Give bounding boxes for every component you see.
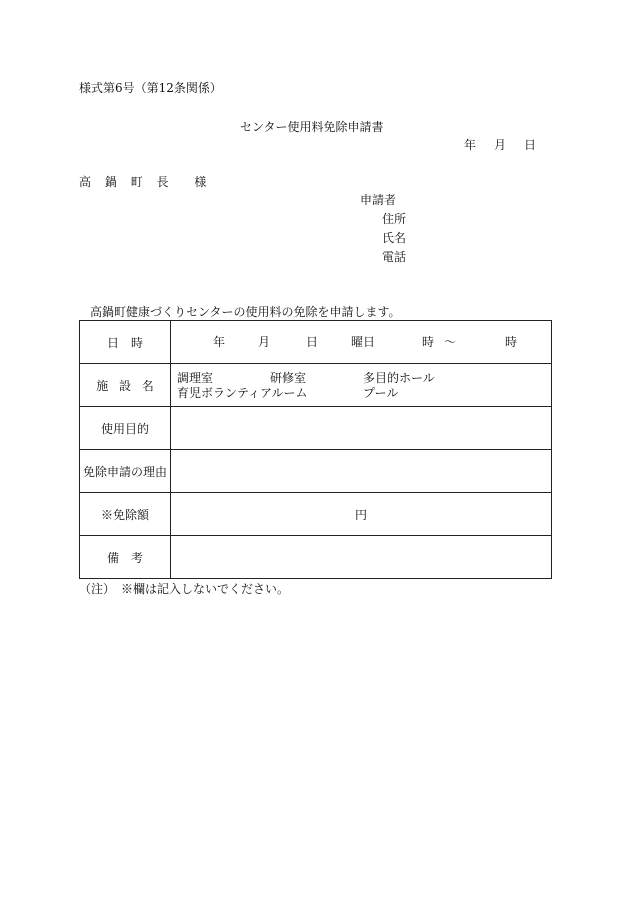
label-reason: 免除申請の理由 [80, 450, 171, 493]
applicant-phone-label: 電話 [382, 250, 407, 264]
dt-day: 日 [306, 335, 319, 349]
addressee [79, 175, 206, 189]
label-remarks: 備 考 [80, 536, 171, 579]
room-cooking: 調理室 [177, 371, 214, 385]
addressee-honorific: 様 [194, 175, 207, 189]
footnote: （注） ※欄は記入しないでください。 [79, 582, 290, 596]
field-amount[interactable] [171, 493, 552, 536]
date-month: 月 [494, 138, 507, 152]
room-training: 研修室 [270, 371, 307, 385]
row-purpose [80, 407, 552, 450]
row-datetime [80, 321, 552, 364]
field-facility[interactable] [171, 364, 552, 407]
addressee-char: 長 [156, 175, 169, 189]
field-remarks[interactable] [171, 536, 552, 579]
row-facility [80, 364, 552, 407]
field-purpose[interactable] [171, 407, 552, 450]
applicant-label: 申請者 [360, 193, 397, 207]
row-amount [80, 493, 552, 536]
room-childcare-volunteer: 育児ボランティアルーム [177, 386, 308, 400]
form-number: 様式第6号（第12条関係） [79, 81, 222, 95]
intro-text: 高鍋町健康づくりセンターの使用料の免除を申請します。 [90, 305, 401, 319]
applicant-name-label: 氏名 [382, 231, 407, 245]
label-datetime: 日 時 [80, 321, 171, 364]
addressee-char: 高 [79, 175, 92, 189]
dt-year: 年 [213, 335, 226, 349]
room-multipurpose-hall: 多目的ホール [363, 371, 435, 385]
dt-tilde: ～ [444, 335, 457, 349]
date-day: 日 [524, 138, 537, 152]
addressee-char: 鍋 [104, 175, 117, 189]
dt-weekday: 曜日 [351, 335, 376, 349]
amount-unit: 円 [354, 507, 367, 522]
dt-to-hour: 時 [505, 335, 518, 349]
document-title: センター使用料免除申請書 [240, 120, 384, 134]
dt-from-hour: 時 [422, 335, 435, 349]
label-facility: 施設名 [96, 378, 165, 393]
application-table [79, 320, 552, 579]
date-year: 年 [464, 138, 477, 152]
addressee-char: 町 [130, 175, 143, 189]
label-amount: ※免除額 [80, 493, 171, 536]
dt-month: 月 [258, 335, 271, 349]
label-purpose: 使用目的 [80, 407, 171, 450]
row-reason [80, 450, 552, 493]
applicant-address-label: 住所 [382, 212, 407, 226]
field-reason[interactable] [171, 450, 552, 493]
row-remarks [80, 536, 552, 579]
field-datetime[interactable] [171, 321, 552, 364]
submission-date [464, 138, 536, 152]
room-pool: プール [363, 386, 399, 400]
